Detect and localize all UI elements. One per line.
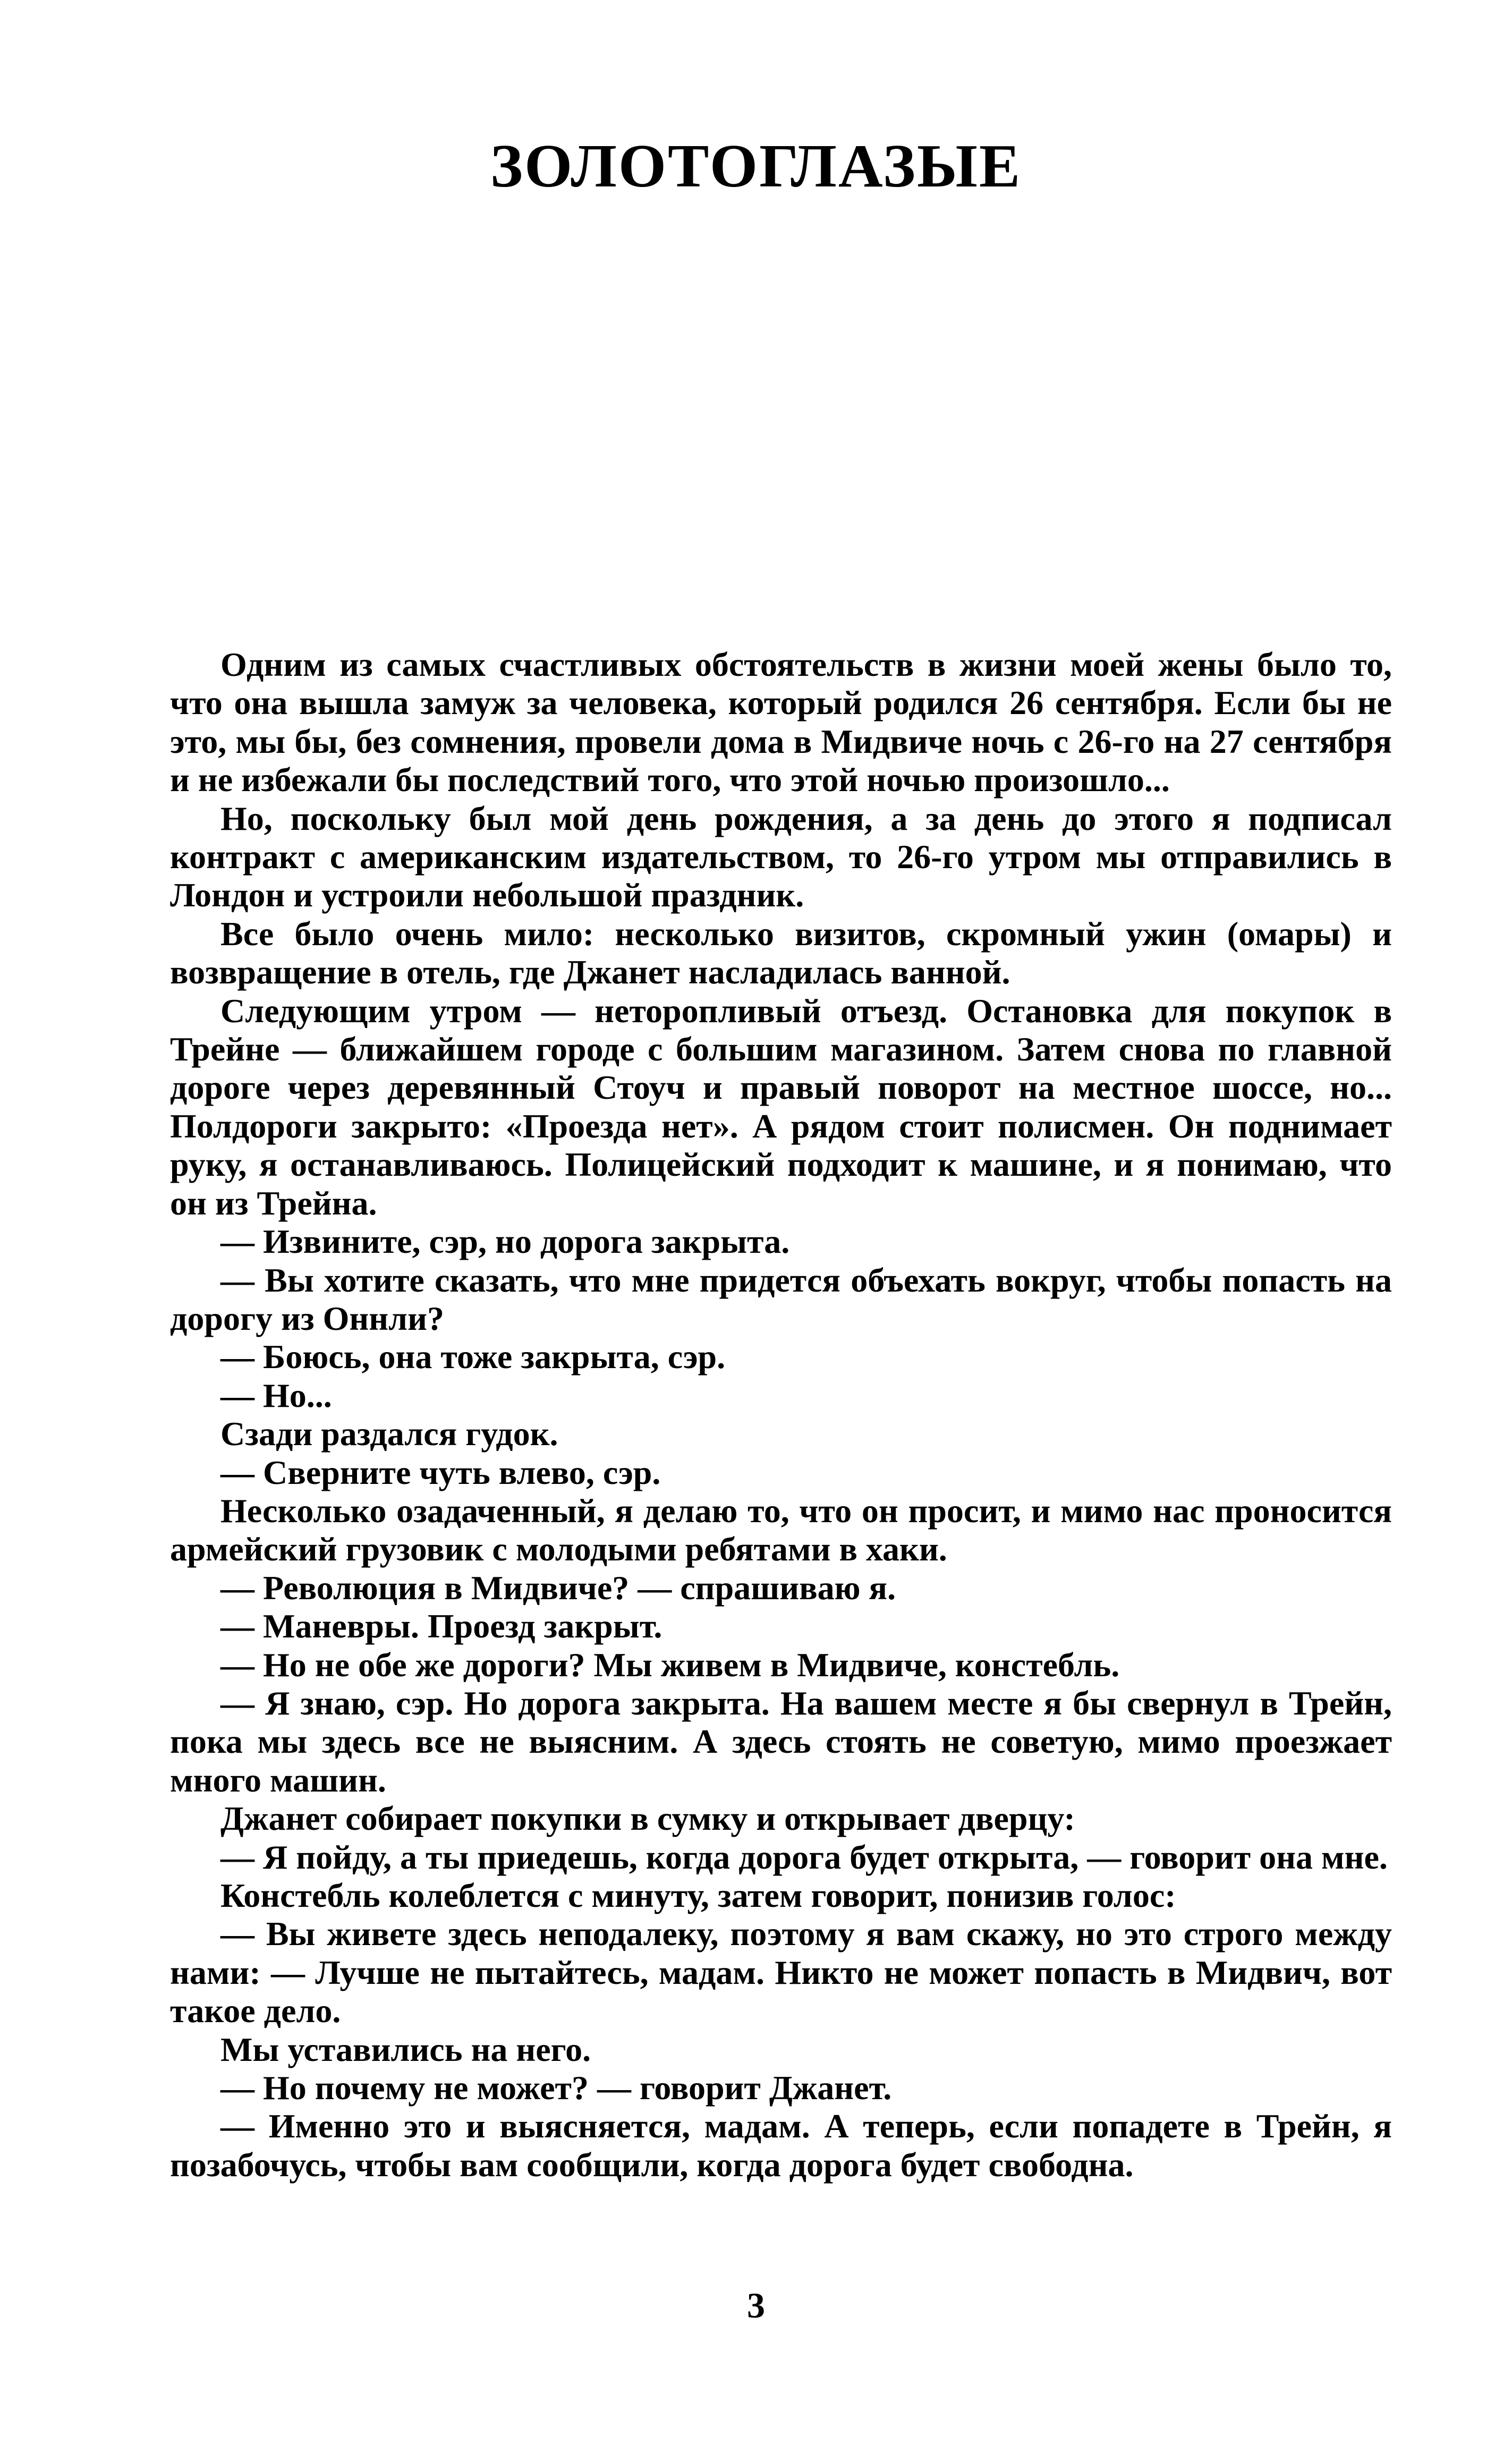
paragraph: Несколько озадаченный, я делаю то, что он просит, и мимо нас проносится армейский грузовик с молодыми ребятами в хаки. [170,1491,1392,1568]
paragraph: Но, поскольку был мой день рождения, а за день до этого я подписал контракт с американским издательством, то 26-го утром мы отправились в Лондон и устроили небольшой праздник. [170,799,1392,914]
paragraph: Мы уставились на него. [220,2030,591,2068]
paragraph: — Извините, сэр, но дорога закрыта. [220,1223,790,1261]
paragraph: — Но не обе же дороги? Мы живем в Мидвиче, констебль. [220,1645,1120,1684]
paragraph: — Но... [220,1376,332,1414]
paragraph: — Боюсь, она тоже закрыта, сэр. [220,1338,726,1376]
paragraph: Одним из самых счастливых обстоятельств в жизни моей жены было то, что она вышла замуж за человека, который родился 26 сентября. Если бы не это, мы бы, без сомнения, провели дома в Мидвиче ночь с 26-го на 27 сентября и не избежали бы последствий того, что этой ночью произошло... [170,646,1392,799]
paragraph: Следующим утром — неторопливый отъезд. Остановка для покупок в Трейне — ближайшем городе с большим магазином. Затем снова по главной дороге через деревянный Стоуч и правый поворот на местное шоссе, но... Полдороги закрыто: «Проезда нет». А рядом стоит полисмен. Он поднимает руку, я останавливаюсь. Полицейский подходит к машине, и я понимаю, что он из Трейна. [170,991,1392,1222]
page-number: 3 [747,2285,765,2325]
body-text [170,646,1392,2184]
paragraph: — Вы живете здесь неподалеку, поэтому я вам скажу, но это строго между нами: — Лучше не пытайтесь, мадам. Никто не может попасть в Мидвич, вот такое дело. [170,1915,1392,2030]
paragraph: — Я пойду, а ты приедешь, когда дорога будет открыта, — говорит она мне. [220,1838,1388,1876]
paragraph: Джанет собирает покупки в сумку и открывает дверцу: [220,1800,1075,1838]
chapter-title: ЗОЛОТОГЛАЗЫЕ [490,132,1022,200]
paragraph: Сзади раздался гудок. [220,1415,558,1453]
paragraph: — Я знаю, сэр. Но дорога закрыта. На вашем месте я бы свернул в Трейн, пока мы здесь все не выясним. А здесь стоять не советую, мимо проезжает много машин. [170,1684,1392,1799]
paragraph: — Вы хотите сказать, что мне придется объехать вокруг, чтобы попасть на дорогу из Оннли? [170,1261,1392,1337]
paragraph: — Именно это и выясняется, мадам. А теперь, если попадете в Трейн, я позабочусь, чтобы вам сообщили, когда дорога будет свободна. [170,2107,1392,2184]
paragraph: Констебль колеблется с минуту, затем говорит, понизив голос: [220,1877,1176,1914]
paragraph: Все было очень мило: несколько визитов, скромный ужин (омары) и возвращение в отель, где Джанет насладилась ванной. [170,914,1392,991]
paragraph: — Революция в Мидвиче? — спрашиваю я. [220,1568,896,1607]
paragraph: — Но почему не может? — говорит Джанет. [220,2069,892,2107]
paragraph: — Сверните чуть влево, сэр. [220,1453,661,1491]
paragraph: — Маневры. Проезд закрыт. [220,1607,662,1645]
